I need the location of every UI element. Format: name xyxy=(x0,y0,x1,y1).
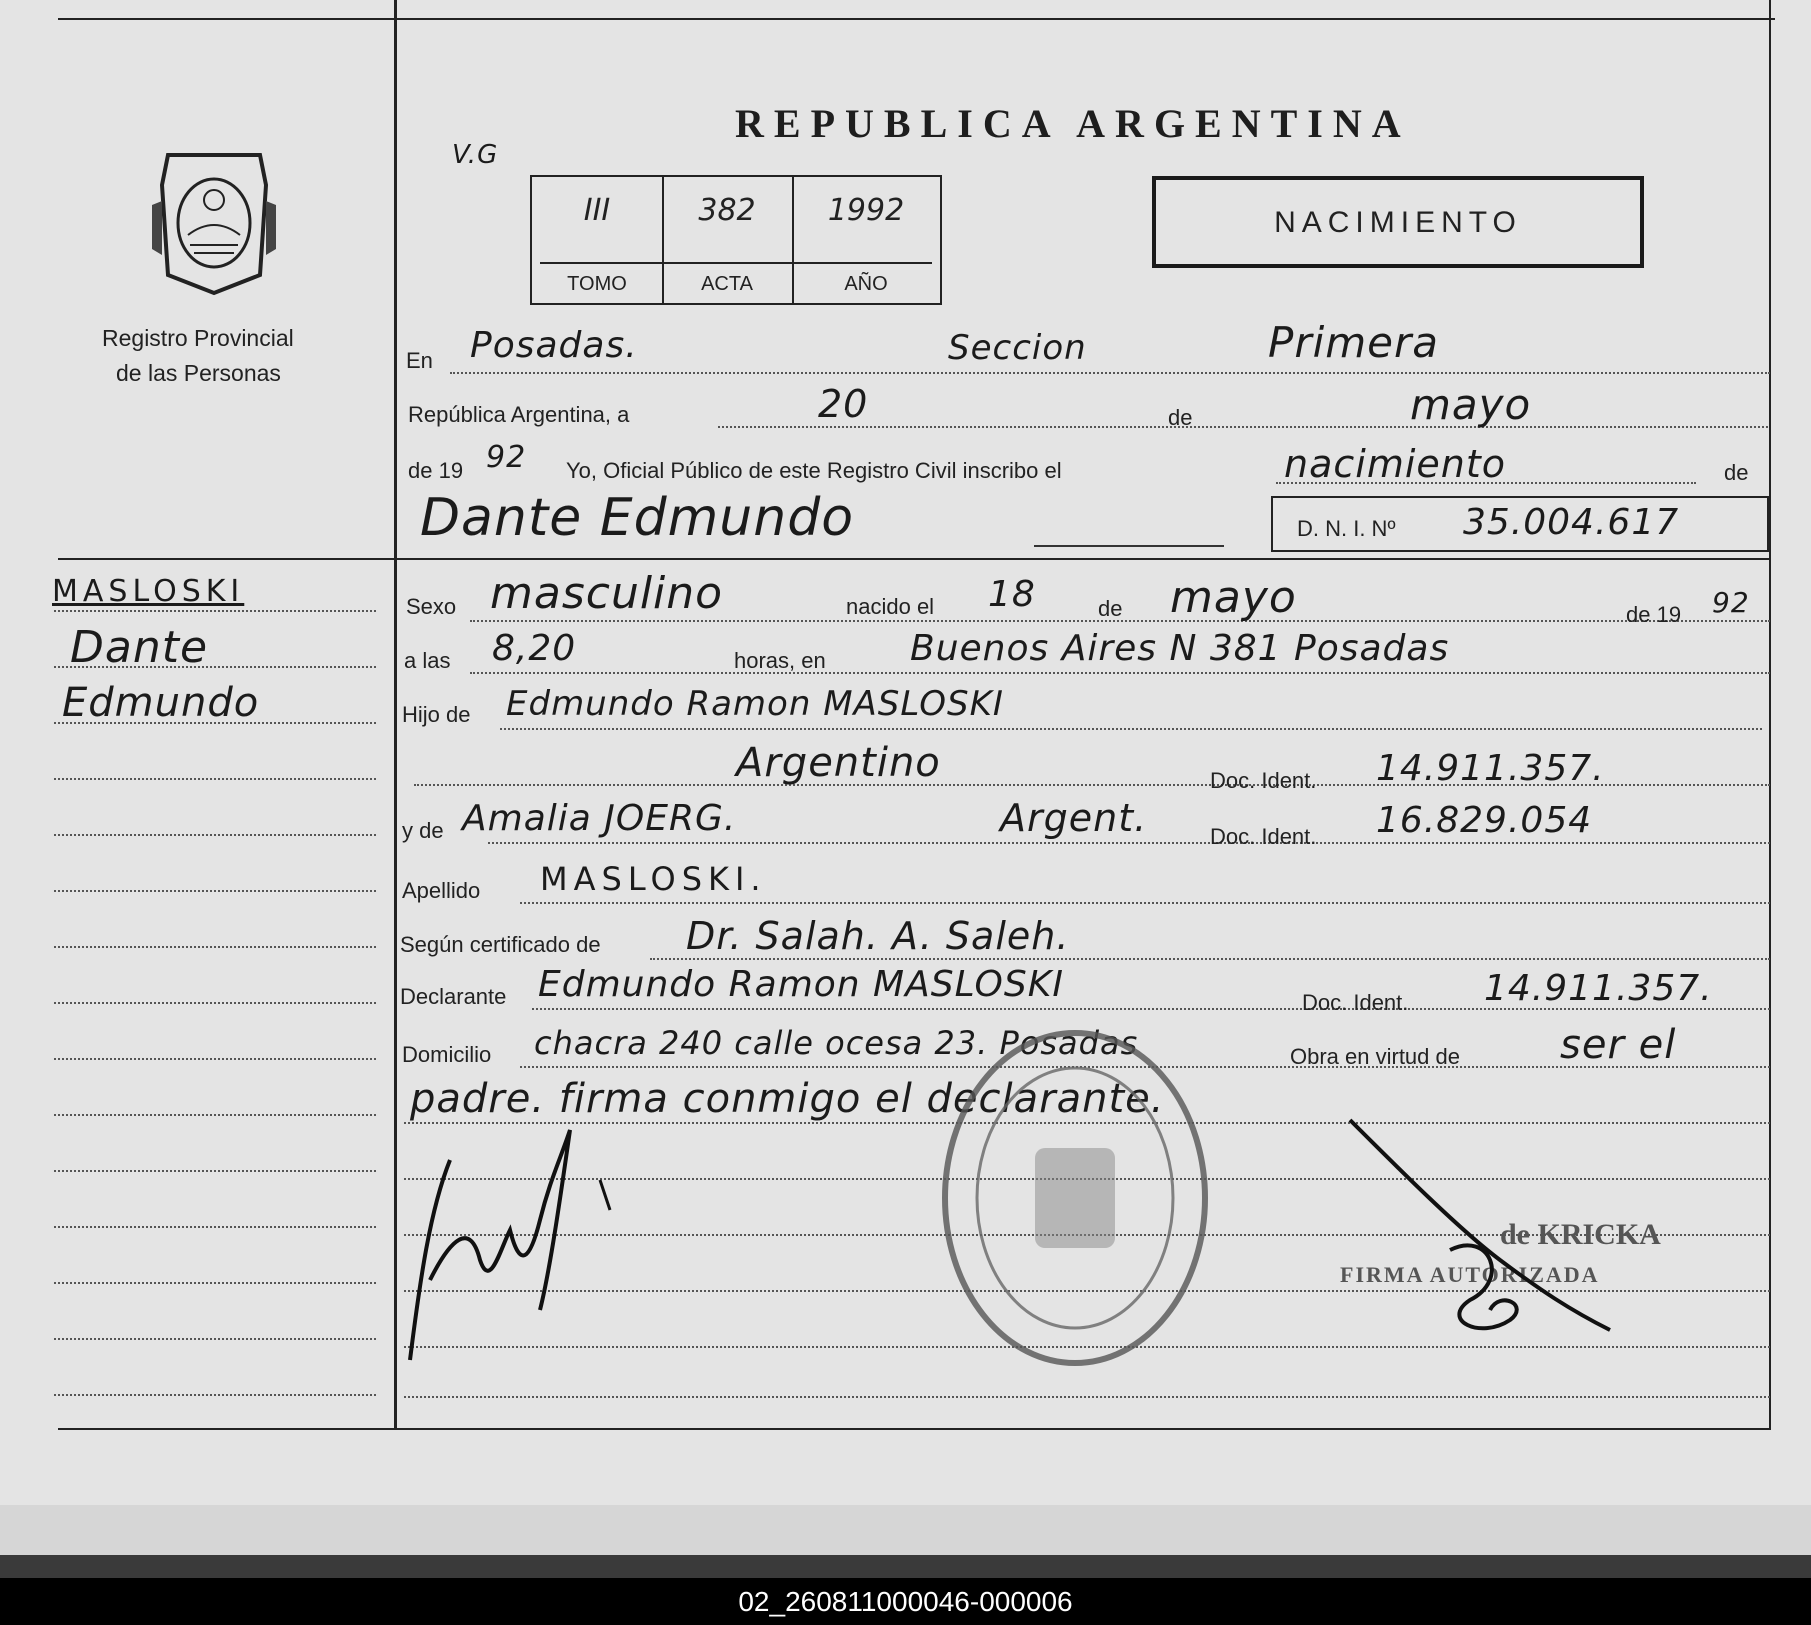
margin-surname: MASLOSKI xyxy=(52,574,245,609)
margin-name1: Dante xyxy=(70,622,209,673)
en-label: En xyxy=(406,348,433,373)
year-prefix: de 19 xyxy=(408,458,464,483)
margin-line xyxy=(54,1002,376,1004)
de-label-2: de xyxy=(1724,460,1749,485)
de19-label: de 19 xyxy=(1626,602,1682,627)
obra-value: ser el xyxy=(1560,1022,1677,1068)
page-title: REPUBLICA ARGENTINA xyxy=(735,101,1411,146)
obra-label: Obra en virtud de xyxy=(1290,1044,1460,1069)
father-name: Edmundo Ramon MASLOSKI xyxy=(506,684,1004,724)
margin-line xyxy=(54,1394,376,1396)
day-value: 20 xyxy=(818,382,869,426)
official-stamp-line1: de KRICKA xyxy=(1500,1218,1661,1251)
domicilio-value: chacra 240 calle ocesa 23. Posadas xyxy=(534,1024,1139,1062)
alas-label: a las xyxy=(404,648,451,673)
dni-box xyxy=(1271,496,1769,552)
mother-line xyxy=(488,842,1770,844)
certificado-line xyxy=(650,958,1770,960)
anio-label: AÑO xyxy=(844,273,888,295)
en-line xyxy=(450,372,1770,374)
registry-stamp xyxy=(930,1018,1220,1378)
section-rule xyxy=(58,558,1771,560)
margin-line xyxy=(54,890,376,892)
dni-value: 35.004.617 xyxy=(1463,502,1680,543)
right-edge xyxy=(1769,0,1771,1430)
names-line xyxy=(1034,545,1224,547)
father-doc: 14.911.357. xyxy=(1376,748,1605,789)
province-emblem-icon xyxy=(148,145,280,297)
image-caption: 02_260811000046-000006 xyxy=(0,1578,1811,1625)
declarant-signature xyxy=(390,1120,650,1380)
margin-line xyxy=(54,610,376,612)
anio-cell xyxy=(792,177,940,303)
birth-day: 18 xyxy=(988,574,1036,615)
apellido-line xyxy=(520,902,1770,904)
margin-line xyxy=(54,1338,376,1340)
date-line xyxy=(718,426,1768,428)
margin-name2: Edmundo xyxy=(62,680,260,726)
tomo-value: III xyxy=(583,193,611,228)
declarante-label: Declarante xyxy=(400,984,507,1009)
declarante-doc: 14.911.357. xyxy=(1484,968,1713,1009)
nacido-label: nacido el xyxy=(846,594,935,619)
mother-name: Amalia JOERG. xyxy=(462,798,737,839)
father-nationality: Argentino xyxy=(736,740,941,786)
republica-label: República Argentina, a xyxy=(408,402,630,427)
acta-label: ACTA xyxy=(701,273,753,295)
record-reference-table xyxy=(530,175,942,305)
acta-value: 382 xyxy=(698,193,756,228)
page-edge xyxy=(0,1505,1811,1555)
margin-line xyxy=(54,722,376,724)
margin-line xyxy=(54,1170,376,1172)
declarante-value: Edmundo Ramon MASLOSKI xyxy=(538,964,1064,1005)
birth-month: mayo xyxy=(1170,572,1297,623)
anio-value: 1992 xyxy=(827,193,905,228)
de-label-3: de xyxy=(1098,596,1123,621)
birth-year-suffix: 92 xyxy=(1712,586,1750,619)
en-value: Posadas. xyxy=(470,325,638,366)
yo-label: Yo, Oficial Público de este Registro Civil inscribo el xyxy=(566,458,1062,483)
certificado-label: Según certificado de xyxy=(400,932,601,957)
doc-label-declarante: Doc. Ident. xyxy=(1302,990,1409,1015)
hijo-line xyxy=(500,728,1762,730)
tomo-label: TOMO xyxy=(567,273,627,295)
seccion-name: Primera xyxy=(1268,318,1440,367)
official-stamp-line2: FIRMA AUTORIZADA xyxy=(1340,1262,1600,1287)
hour-value: 8,20 xyxy=(492,628,577,669)
sexo-label: Sexo xyxy=(406,594,457,619)
tomo-cell xyxy=(532,177,664,303)
margin-line xyxy=(54,1058,376,1060)
apellido-label: Apellido xyxy=(402,878,481,903)
margin-line xyxy=(54,946,376,948)
event-tag: NACIMIENTO xyxy=(1274,206,1522,239)
margin-line xyxy=(54,1226,376,1228)
margin-note: V.G xyxy=(452,140,499,170)
bottom-rule xyxy=(58,1428,1771,1430)
certificado-value: Dr. Salah. A. Saleh. xyxy=(686,914,1070,958)
registry-name-line2: de las Personas xyxy=(116,360,281,386)
margin-line xyxy=(54,1114,376,1116)
hijo-label: Hijo de xyxy=(402,702,471,727)
sexo-value: masculino xyxy=(490,568,724,619)
seccion-value: Seccion xyxy=(948,328,1087,368)
margin-line xyxy=(54,834,376,836)
dni-label: D. N. I. Nº xyxy=(1297,516,1396,541)
domicilio-label: Domicilio xyxy=(402,1042,492,1067)
event-value: nacimiento xyxy=(1284,442,1507,486)
ruled-line xyxy=(404,1396,1770,1398)
margin-line xyxy=(54,666,376,668)
place-value: Buenos Aires N 381 Posadas xyxy=(910,628,1450,669)
obra-continuation: padre. firma conmigo el declarante. xyxy=(410,1076,1165,1122)
alas-line xyxy=(470,672,1770,674)
year-suffix: 92 xyxy=(486,440,527,475)
doc-label-father: Doc. Ident. xyxy=(1210,768,1317,793)
mother-nationality: Argent. xyxy=(1000,796,1148,840)
horas-label: horas, en xyxy=(734,648,826,673)
margin-line xyxy=(54,778,376,780)
mother-doc: 16.829.054 xyxy=(1376,800,1593,841)
top-rule xyxy=(58,18,1775,20)
registry-name-line1: Registro Provincial xyxy=(102,325,294,351)
child-names: Dante Edmundo xyxy=(420,488,855,548)
yde-label: y de xyxy=(402,818,444,843)
de-label: de xyxy=(1168,405,1193,430)
event-tag-box xyxy=(1152,176,1644,268)
doc-label-mother: Doc. Ident. xyxy=(1210,824,1317,849)
acta-cell xyxy=(662,177,794,303)
margin-line xyxy=(54,1282,376,1284)
official-signature xyxy=(1340,1110,1630,1360)
month-value: mayo xyxy=(1410,380,1532,429)
apellido-value: MASLOSKI. xyxy=(540,860,767,898)
